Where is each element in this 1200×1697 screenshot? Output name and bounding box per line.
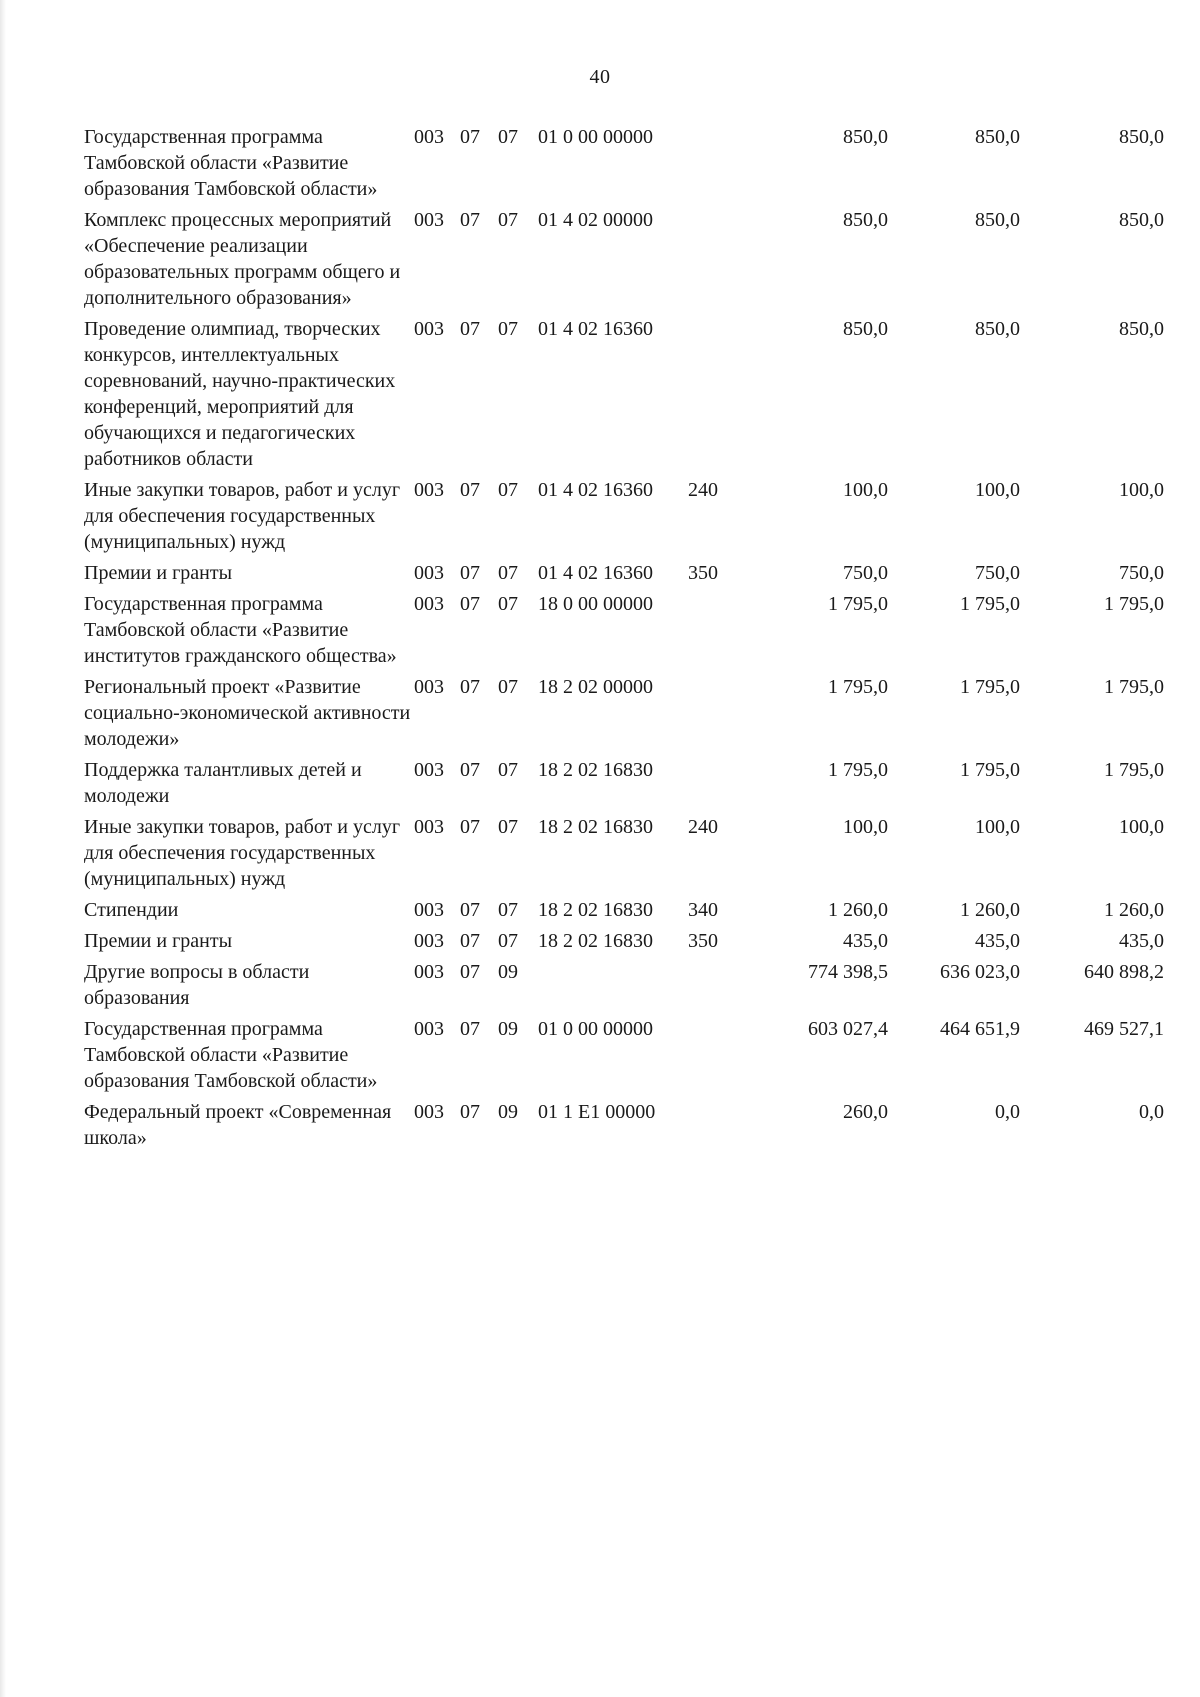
row-target-article: 18 2 02 00000 [538, 676, 653, 698]
row-amount-year2: 636 023,0 [940, 961, 1020, 983]
budget-table [84, 124, 1164, 1156]
row-expense-type [688, 1016, 752, 1099]
row-amount-year1: 1 795,0 [828, 759, 888, 781]
row-amount-year3: 850,0 [1119, 126, 1164, 148]
row-amount-year2: 100,0 [975, 816, 1020, 838]
row-amount-year1: 435,0 [843, 930, 888, 952]
row-amount-year3: 850,0 [1119, 209, 1164, 231]
row-section-code: 07 [460, 816, 480, 838]
table-row [84, 959, 1164, 1016]
row-subsection-code: 07 [498, 318, 518, 340]
table-row [84, 591, 1164, 674]
row-amount-year2: 100,0 [975, 479, 1020, 501]
row-target-article [538, 959, 688, 1016]
row-name: Федеральный проект «Современная школа» [84, 1101, 392, 1149]
row-name: Премии и гранты [84, 562, 233, 584]
row-amount-year3: 469 527,1 [1084, 1018, 1164, 1040]
row-amount-year3: 640 898,2 [1084, 961, 1164, 983]
row-amount-year3: 1 795,0 [1104, 593, 1164, 615]
row-subsection-code: 09 [498, 1101, 518, 1123]
row-amount-year1: 774 398,5 [808, 961, 888, 983]
row-section-code: 07 [460, 676, 480, 698]
row-name: Стипендии [84, 899, 179, 921]
row-subsection-code: 07 [498, 676, 518, 698]
row-amount-year1: 1 260,0 [828, 899, 888, 921]
row-amount-year1: 850,0 [843, 209, 888, 231]
row-amount-year3: 1 260,0 [1104, 899, 1164, 921]
row-section-code: 07 [460, 593, 480, 615]
row-expense-type [688, 591, 752, 674]
row-target-article: 01 4 02 16360 [538, 318, 653, 340]
row-name: Другие вопросы в области образования [84, 961, 310, 1009]
table-row [84, 1016, 1164, 1099]
row-target-article: 01 4 02 16360 [538, 479, 653, 501]
row-target-article: 01 4 02 16360 [538, 562, 653, 584]
row-amount-year2: 1 260,0 [960, 899, 1020, 921]
row-name: Государственная программа Тамбовской области «Развитие институтов гражданского общества» [84, 593, 397, 667]
row-amount-year1: 850,0 [843, 126, 888, 148]
row-section-code: 07 [460, 930, 480, 952]
row-subsection-code: 07 [498, 930, 518, 952]
row-ved-code: 003 [414, 930, 444, 952]
row-expense-type: 340 [688, 899, 718, 921]
row-subsection-code: 07 [498, 593, 518, 615]
row-amount-year3: 850,0 [1119, 318, 1164, 340]
row-amount-year3: 100,0 [1119, 479, 1164, 501]
row-subsection-code: 07 [498, 209, 518, 231]
row-amount-year2: 464 651,9 [940, 1018, 1020, 1040]
page-number: 40 [589, 66, 611, 88]
row-amount-year2: 435,0 [975, 930, 1020, 952]
table-row [84, 316, 1164, 477]
row-section-code: 07 [460, 1018, 480, 1040]
row-section-code: 07 [460, 479, 480, 501]
row-expense-type: 350 [688, 930, 718, 952]
row-subsection-code: 07 [498, 126, 518, 148]
row-subsection-code: 07 [498, 759, 518, 781]
row-amount-year3: 1 795,0 [1104, 676, 1164, 698]
row-amount-year2: 1 795,0 [960, 759, 1020, 781]
row-amount-year1: 100,0 [843, 816, 888, 838]
table-row [84, 928, 1164, 959]
row-expense-type [688, 757, 752, 814]
row-name: Проведение олимпиад, творческих конкурсов, интеллектуальных соревнований, научно-практических конференций, мероприятий для обучающихся и педагогических работников области [84, 318, 396, 470]
row-amount-year1: 603 027,4 [808, 1018, 888, 1040]
row-expense-type [688, 959, 752, 1016]
row-expense-type [688, 674, 752, 757]
row-ved-code: 003 [414, 899, 444, 921]
row-name: Иные закупки товаров, работ и услуг для обеспечения государственных (муниципальных) нужд [84, 479, 401, 553]
row-ved-code: 003 [414, 1101, 444, 1123]
table-row [84, 814, 1164, 897]
row-target-article: 01 1 E1 00000 [538, 1101, 656, 1123]
row-amount-year2: 850,0 [975, 318, 1020, 340]
row-section-code: 07 [460, 562, 480, 584]
row-amount-year1: 1 795,0 [828, 676, 888, 698]
row-name: Иные закупки товаров, работ и услуг для обеспечения государственных (муниципальных) нужд [84, 816, 401, 890]
table-row [84, 757, 1164, 814]
row-expense-type [688, 124, 752, 207]
row-ved-code: 003 [414, 209, 444, 231]
row-amount-year1: 260,0 [843, 1101, 888, 1123]
row-ved-code: 003 [414, 676, 444, 698]
row-subsection-code: 09 [498, 1018, 518, 1040]
row-target-article: 18 0 00 00000 [538, 593, 653, 615]
row-target-article: 01 4 02 00000 [538, 209, 653, 231]
row-subsection-code: 07 [498, 816, 518, 838]
row-target-article: 01 0 00 00000 [538, 126, 653, 148]
row-amount-year3: 435,0 [1119, 930, 1164, 952]
row-amount-year2: 750,0 [975, 562, 1020, 584]
row-name: Поддержка талантливых детей и молодежи [84, 759, 362, 807]
row-section-code: 07 [460, 961, 480, 983]
row-expense-type [688, 207, 752, 316]
row-ved-code: 003 [414, 961, 444, 983]
row-name: Комплекс процессных мероприятий «Обеспечение реализации образовательных программ общего и дополнительного образования» [84, 209, 401, 309]
row-amount-year3: 750,0 [1119, 562, 1164, 584]
row-amount-year3: 1 795,0 [1104, 759, 1164, 781]
row-section-code: 07 [460, 126, 480, 148]
row-section-code: 07 [460, 209, 480, 231]
table-row [84, 207, 1164, 316]
table-row [84, 897, 1164, 928]
table-row [84, 560, 1164, 591]
row-amount-year2: 1 795,0 [960, 593, 1020, 615]
row-section-code: 07 [460, 1101, 480, 1123]
row-section-code: 07 [460, 899, 480, 921]
row-target-article: 18 2 02 16830 [538, 816, 653, 838]
row-target-article: 18 2 02 16830 [538, 899, 653, 921]
table-row [84, 477, 1164, 560]
row-amount-year3: 100,0 [1119, 816, 1164, 838]
row-amount-year2: 850,0 [975, 209, 1020, 231]
row-ved-code: 003 [414, 593, 444, 615]
row-expense-type: 350 [688, 562, 718, 584]
row-name: Региональный проект «Развитие социально-экономической активности молодежи» [84, 676, 411, 750]
row-amount-year1: 850,0 [843, 318, 888, 340]
row-amount-year1: 100,0 [843, 479, 888, 501]
row-amount-year1: 1 795,0 [828, 593, 888, 615]
row-section-code: 07 [460, 318, 480, 340]
row-amount-year2: 0,0 [995, 1101, 1020, 1123]
row-section-code: 07 [460, 759, 480, 781]
row-expense-type: 240 [688, 816, 718, 838]
row-amount-year2: 850,0 [975, 126, 1020, 148]
table-row [84, 124, 1164, 207]
row-name: Премии и гранты [84, 930, 233, 952]
row-target-article: 18 2 02 16830 [538, 759, 653, 781]
row-target-article: 18 2 02 16830 [538, 930, 653, 952]
row-ved-code: 003 [414, 816, 444, 838]
row-expense-type [688, 316, 752, 477]
table-body [84, 124, 1164, 1156]
row-name: Государственная программа Тамбовской области «Развитие образования Тамбовской области» [84, 126, 378, 200]
row-ved-code: 003 [414, 1018, 444, 1040]
row-subsection-code: 07 [498, 479, 518, 501]
row-expense-type [688, 1099, 752, 1156]
row-subsection-code: 09 [498, 961, 518, 983]
row-ved-code: 003 [414, 318, 444, 340]
row-ved-code: 003 [414, 479, 444, 501]
row-target-article: 01 0 00 00000 [538, 1018, 653, 1040]
row-amount-year3: 0,0 [1139, 1101, 1164, 1123]
row-ved-code: 003 [414, 126, 444, 148]
row-amount-year1: 750,0 [843, 562, 888, 584]
row-name: Государственная программа Тамбовской области «Развитие образования Тамбовской области» [84, 1018, 378, 1092]
row-ved-code: 003 [414, 759, 444, 781]
row-ved-code: 003 [414, 562, 444, 584]
table-row [84, 674, 1164, 757]
scan-edge-shadow [0, 0, 6, 1697]
row-expense-type: 240 [688, 479, 718, 501]
row-subsection-code: 07 [498, 562, 518, 584]
row-subsection-code: 07 [498, 899, 518, 921]
row-amount-year2: 1 795,0 [960, 676, 1020, 698]
table-row [84, 1099, 1164, 1156]
